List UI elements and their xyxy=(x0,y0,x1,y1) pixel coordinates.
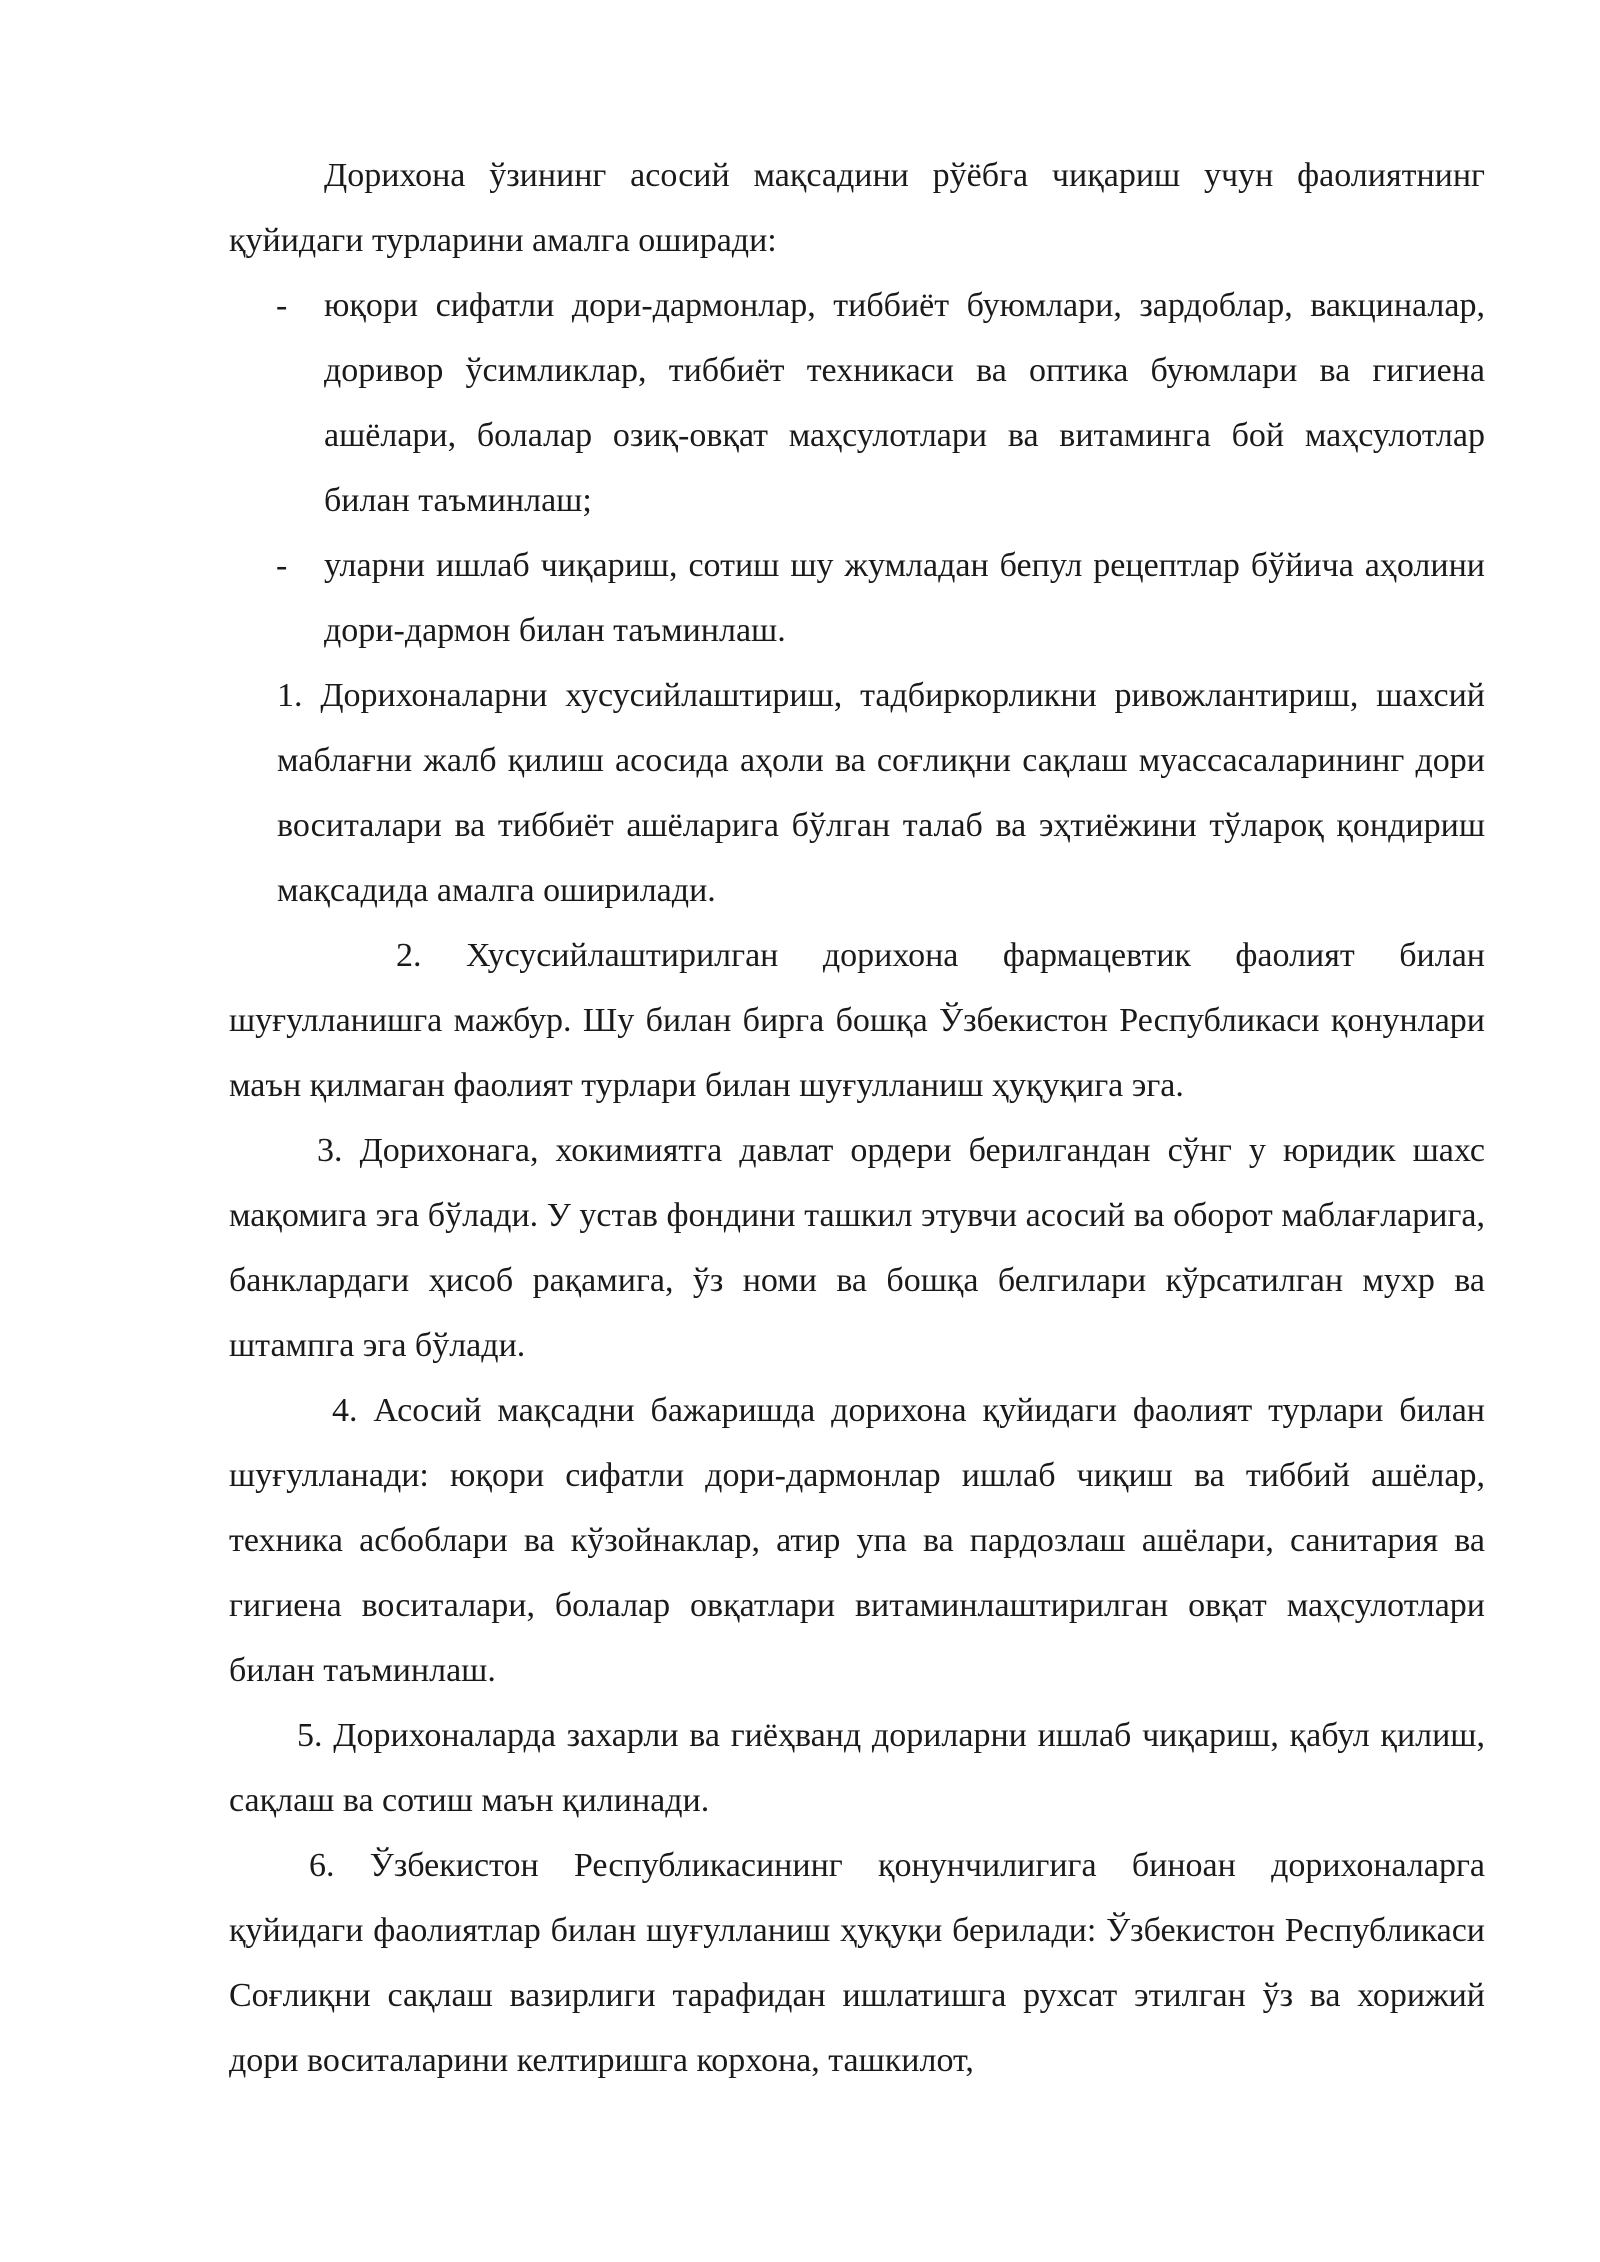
item-text: Дорихоналарда захарли ва гиёҳванд дориларни ишлаб чиқариш, қабул қилиш, сақлаш ва сотиш маън қилинади. xyxy=(229,1717,1485,1819)
numbered-item-5 xyxy=(229,1703,1485,1833)
item-number: 4. xyxy=(332,1392,358,1429)
item-number: 3. xyxy=(317,1132,343,1169)
bullet-item xyxy=(229,533,1485,663)
intro-paragraph: Дорихона ўзининг асосий мақсадини рўёбга чиқариш учун фаолиятнинг қуйидаги турларини амалга оширади: xyxy=(229,157,1485,259)
bullet-text: уларни ишлаб чиқариш, сотиш шу жумладан бепул рецептлар бўйича аҳолини дори-дармон билан таъминлаш. xyxy=(324,547,1485,649)
numbered-item-6 xyxy=(229,1833,1485,2093)
item-text: Хусусийлаштирилган дорихона фармацевтик фаолият билан шуғулланишга мажбур. Шу билан бирга бошқа Ўзбекистон Республикаси қонунлари маън қилмаган фаолият турлари билан шуғулланиш ҳуқуқига эга. xyxy=(229,937,1485,1104)
item-text: Асосий мақсадни бажаришда дорихона қуйидаги фаолият турлари билан шуғулланади: юқори сифатли дори-дармонлар ишлаб чиқиш ва тиббий ашёлар, техника асбоблари ва кўзойнаклар, атир упа ва пардозлаш ашёлари, санитария ва гигиена воситалари, болалар овқатлари витаминлаштирилган овқат маҳсулотлари билан таъминлаш. xyxy=(229,1392,1485,1689)
numbered-item-4 xyxy=(229,1378,1485,1703)
item-text: Дорихоналарни хусусийлаштириш, тадбиркорликни ривожлантириш, шахсий маблағни жалб қилиш асосида аҳоли ва соғлиқни сақлаш муассасаларининг дори воситалари ва тиббиёт ашёларига бўлган талаб ва эҳтиёжини тўлароқ қондириш мақсадида амалга оширилади. xyxy=(277,677,1486,909)
item-number: 2. xyxy=(396,937,422,974)
bullet-marker: - xyxy=(276,287,288,324)
bullet-text: юқори сифатли дори-дармонлар, тиббиёт буюмлари, зардоблар, вакциналар, доривор ўсимликлар, тиббиёт техникаси ва оптика буюмлари ва гигиена ашёлари, болалар озиқ-овқат маҳсулотлари ва витаминга бой маҳсулотлар билан таъминлаш; xyxy=(324,287,1485,519)
bullet-marker: - xyxy=(276,547,288,584)
numbered-item-1 xyxy=(277,663,1485,923)
item-text: Ўзбекистон Республикасининг қонунчилигига биноан дорихоналарга қуйидаги фаолиятлар билан шуғулланиш ҳуқуқи берилади: Ўзбекистон Республикаси Соғлиқни сақлаш вазирлиги тарафидан ишлатишга рухсат этилган ўз ва хорижий дори воситаларини келтиришга корхона, ташкилот, xyxy=(229,1847,1485,2079)
bullet-item xyxy=(229,273,1485,533)
document-body xyxy=(229,143,1485,2093)
numbered-item-3 xyxy=(229,1118,1485,1378)
item-number: 5. xyxy=(297,1717,323,1754)
numbered-item-2 xyxy=(229,923,1485,1118)
item-text: Дорихонага, хокимиятга давлат ордери берилгандан сўнг у юридик шахс мақомига эга бўлади. У устав фондини ташкил этувчи асосий ва оборот маблағларига, банклардаги ҳисоб рақамига, ўз номи ва бошқа белгилари кўрсатилган мухр ва штампга эга бўлади. xyxy=(229,1132,1486,1364)
item-number: 6. xyxy=(309,1847,335,1884)
item-number: 1. xyxy=(277,677,303,714)
